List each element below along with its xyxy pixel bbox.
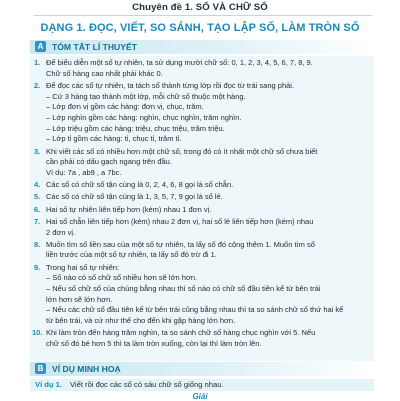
item-subline: từ bên trái, và cứ như thế cho đến khi gặp hàng lớn hơn. [46,316,236,326]
item-subline: – Nếu số chữ số của chúng bằng nhau thì số nào có chữ số đầu tiên kể từ bên trái [46,284,321,294]
theory-item-9 [34,263,370,327]
item-subline: – Lớp nghìn gồm các hàng: nghìn, chục nghìn, trăm nghìn. [46,113,242,123]
theory-item-8 [34,240,370,261]
item-number: 8. [34,239,41,249]
theory-item-6 [34,205,370,216]
item-line: Chữ số hàng cao nhất phải khác 0. [46,68,163,78]
solution-label: Giải [192,392,208,401]
section-a-letter: A [35,41,46,52]
item-number: 10. [32,328,43,338]
item-line: Các số có chữ số tận cùng là 1, 3, 5, 7, 9 gọi là số lẻ. [46,192,223,202]
section-a-title: TÓM TẮT LÍ THUYẾT [52,42,137,52]
item-subline: – Lớp đơn vị gồm các hàng: đơn vị, chục, trăm. [46,102,204,112]
chapter-title: Chuyên đề 1. SỐ VÀ CHỮ SỐ [132,2,268,13]
item-line: Hai số tự nhiên liên tiếp hơn (kém) nhau 1 đơn vị. [46,204,212,214]
item-line: Ví dụ: 7a , ab9 , a 7bc. [46,168,122,178]
item-line: Khi viết các số có nhiều hơn một chữ số, trong đó có ít nhất một chữ số chưa biết [46,146,318,156]
item-number: 5. [34,192,41,202]
theory-list [34,58,370,350]
item-line: liền trước của một số tự nhiên, ta lấy số đó trừ đi 1. [46,250,217,260]
example-label: Ví dụ 1. [35,380,63,389]
section-b-header [30,362,374,376]
topic-title: DẠNG 1. ĐỌC, VIẾT, SO SÁNH, TẠO LẬP SỐ, LÀM TRÒN SỐ [40,22,360,34]
theory-item-1 [34,58,370,79]
theory-item-4 [34,180,370,191]
section-b-letter: B [35,363,46,374]
theory-item-10 [34,328,370,349]
section-b-title: VÍ DỤ MINH HOẠ [52,364,121,374]
item-number: 1. [34,58,41,67]
theory-item-5 [34,192,370,203]
item-line: Để biểu diễn một số tự nhiên, ta sử dụng mười chữ số: 0, 1, 2, 3, 4, 5, 6, 7, 8, 9. [46,58,313,67]
header-divider [34,15,372,16]
item-line: Các số có chữ số tận cùng là 0, 2, 4, 6, 8 gọi là số chẵn. [46,180,234,190]
item-line: Hai số chẵn liên tiếp hơn (kém) nhau 2 đơn vị, hai số lẻ liên tiếp hơn (kém) nhau [46,216,314,226]
item-number: 9. [34,262,41,272]
item-number: 7. [34,216,41,226]
item-subline: – Nếu các chữ số đầu tiên kể từ bên trái cũng bằng nhau thì ta so sánh chữ số thứ hai kể [46,305,344,315]
item-number: 4. [34,180,41,190]
theory-item-2 [34,81,370,145]
item-line: Muốn tìm số liền sau của một số tự nhiên, ta lấy số đó cộng thêm 1. Muốn tìm số [46,239,315,249]
example-row [30,379,374,391]
item-line: 2 đơn vị. [46,227,76,237]
item-line: Trong hai số tự nhiên: [46,262,120,272]
item-number: 2. [34,80,41,90]
item-subline: – Số nào có số chữ số nhiều hơn sẽ lớn hơn. [46,273,198,283]
item-number: 6. [34,204,41,214]
theory-item-3 [34,147,370,179]
item-line: chữ số đó bé hơn 5 thì ta làm tròn xuống, còn lại thì làm tròn lên. [46,339,262,349]
section-a-header [30,40,374,54]
example-text: Viết rồi đọc các số có sáu chữ số giống nhau. [70,380,224,389]
theory-item-7 [34,217,370,238]
item-line: cần phải có dấu gạch ngang trên đầu. [46,157,172,167]
item-line: Khi làm tròn đến hàng trăm nghìn, ta so sánh chữ số hàng chục nghìn với 5. Nếu [46,328,316,338]
item-number: 3. [34,146,41,156]
item-subline: – Lớp triệu gồm các hàng: triệu, chục triệu, trăm triệu. [46,123,225,133]
item-subline: – Cứ 3 hàng tạo thành một lớp, mỗi chữ số thuộc một hàng. [46,91,246,101]
item-line: Để đọc các số tự nhiên, ta tách số thành từng lớp rồi đọc từ trái sang phải. [46,80,295,90]
item-subline: – Lớp tỉ gồm các hàng: tỉ, chục tỉ, trăm tỉ. [46,134,182,144]
item-subline: lớn hơn sẽ lớn hơn. [46,294,113,304]
